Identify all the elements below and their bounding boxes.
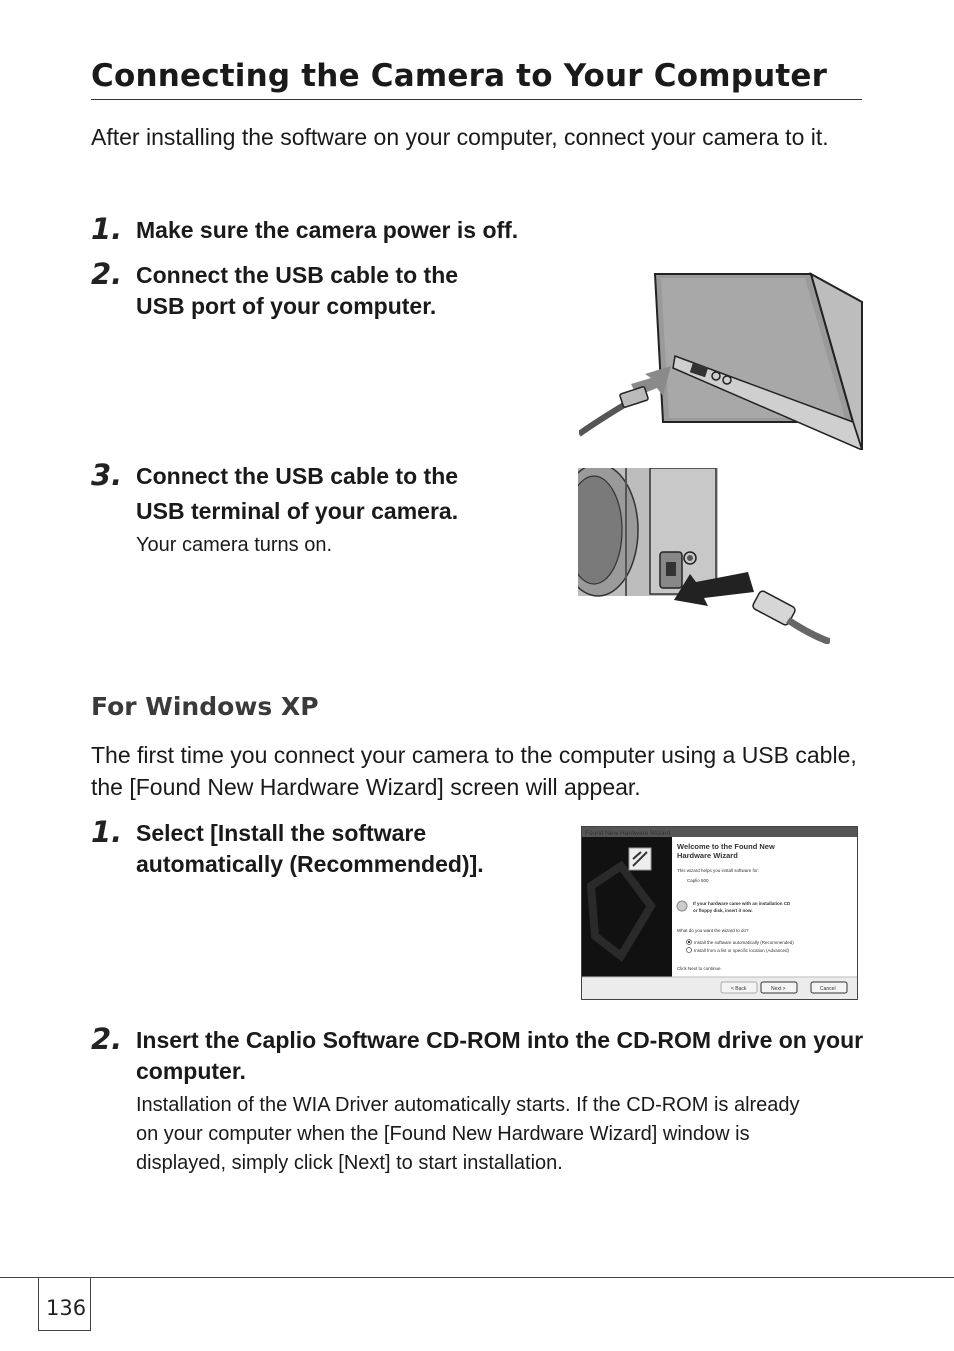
xp-step-1-heading-line2: automatically (Recommended)]. xyxy=(136,851,484,877)
wizard-continue: Click Next to continue. xyxy=(677,966,722,971)
wizard-back-label: < Back xyxy=(731,986,747,992)
wizard-question: What do you want the wizard to do? xyxy=(677,928,749,933)
wizard-titlebar: Found New Hardware Wizard xyxy=(585,830,671,837)
step-3-number: 3. xyxy=(91,458,123,492)
intro-paragraph: After installing the software on your computer, connect your camera to it. xyxy=(91,124,829,150)
cd-icon xyxy=(677,901,687,911)
wizard-option1[interactable]: Install the software automatically (Recommended) xyxy=(694,940,794,945)
step-3-note: Your camera turns on. xyxy=(136,534,333,556)
laptop-usb-illustration xyxy=(579,272,863,450)
section-subheading: For Windows XP xyxy=(91,692,319,721)
wizard-cd-line1: If your hardware came with an installation CD xyxy=(693,901,791,906)
wizard-cancel-label: Cancel xyxy=(820,986,836,992)
xp-intro-paragraph: The first time you connect your camera to the computer using a USB cable, the [Found New Hardware Wizard] screen will appear. xyxy=(91,742,857,800)
step-2-number: 2. xyxy=(91,257,123,291)
step-1-number: 1. xyxy=(91,212,123,246)
step-1-heading: Make sure the camera power is off. xyxy=(136,217,519,243)
xp-step-2-number: 2. xyxy=(91,1022,123,1056)
wizard-helps-text: This wizard helps you install software for: xyxy=(677,868,760,873)
wizard-welcome-line1: Welcome to the Found New xyxy=(677,842,775,851)
step-2-heading-line1: Connect the USB cable to the xyxy=(136,262,459,288)
wizard-next-label: Next > xyxy=(771,986,786,992)
page-title: Connecting the Camera to Your Computer xyxy=(91,58,828,94)
step-3-heading-line1: Connect the USB cable to the xyxy=(136,463,459,489)
step-3-heading-line2: USB terminal of your camera. xyxy=(136,498,459,524)
xp-step-1-number: 1. xyxy=(91,815,123,849)
xp-step-2-note: Installation of the WIA Driver automatically starts. If the CD-ROM is already on your computer when the [Found New Hardware Wizard] window is displayed, simply click [Next] to start installation. xyxy=(136,1094,800,1174)
wizard-cd-line2: or floppy disk, insert it now. xyxy=(693,908,753,913)
step-2-heading-line2: USB port of your computer. xyxy=(136,293,437,319)
found-new-hardware-wizard-screenshot xyxy=(581,826,858,1000)
xp-step-1-heading-line1: Select [Install the software xyxy=(136,820,427,846)
camera-usb-illustration xyxy=(578,468,830,644)
xp-step-2-heading: Insert the Caplio Software CD-ROM into the CD-ROM drive on your computer. xyxy=(136,1027,864,1084)
footer-rule xyxy=(0,1277,954,1278)
wizard-welcome-line2: Hardware Wizard xyxy=(677,851,738,860)
title-underline xyxy=(91,99,862,100)
option-advanced-radio[interactable] xyxy=(687,948,692,953)
page-number: 136 xyxy=(46,1296,87,1320)
wizard-option2[interactable]: Install from a list or specific location (Advanced) xyxy=(694,948,790,953)
wizard-device: Caplio 500 xyxy=(687,878,709,883)
